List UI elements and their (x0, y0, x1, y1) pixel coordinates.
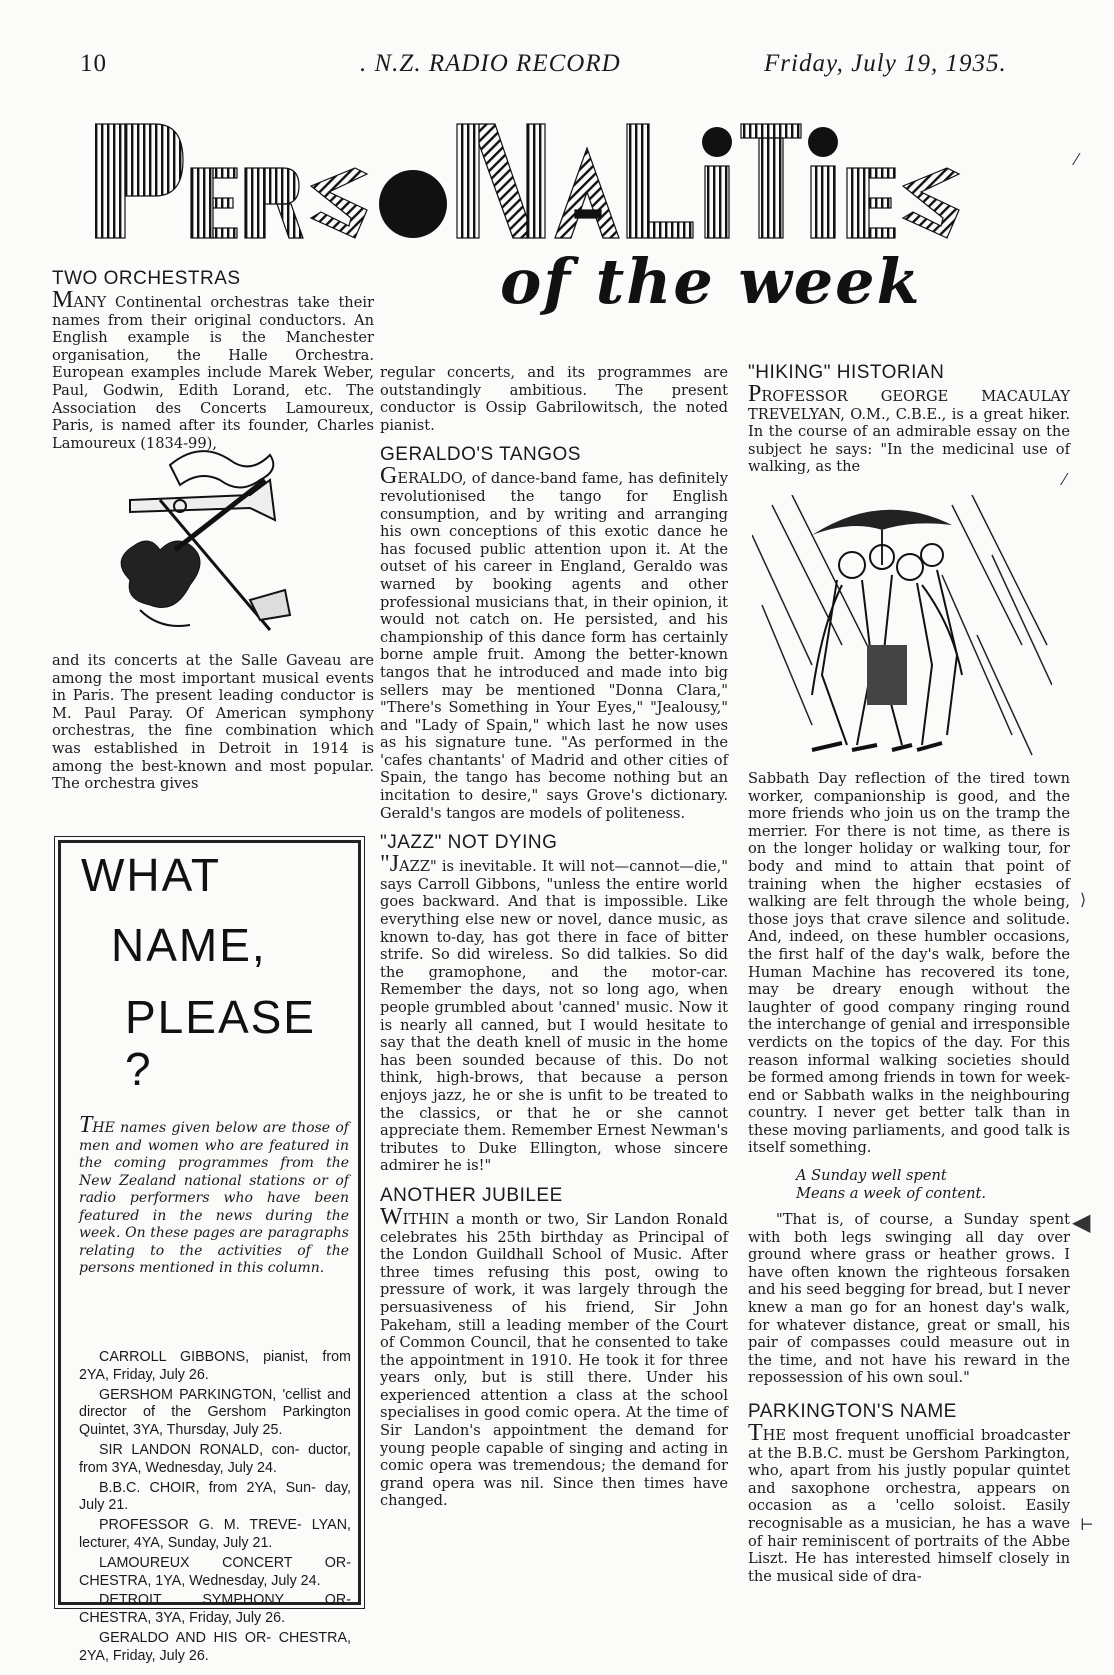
letter-s (311, 168, 367, 238)
issue-date: Friday, July 19, 1935. (764, 50, 1007, 77)
article-parkington: THE most frequent unofficial broadcaster at the B.B.C. must be Gershom Parkington, who, apart from his justly popular quintet and saxophone orchestra, appears on occasion as a 'cello soloist. Easily recognisable as a musician, he has a wave of hair reminiscent of portraits of the Abbe Liszt. He has interested himself closely in the musical side of dra- (748, 1420, 1070, 1585)
letter-e (191, 168, 237, 238)
margin-mark: ◀ (1072, 1208, 1091, 1236)
dropcap: M (52, 287, 74, 313)
heading-parkingtons-name: PARKINGTON'S NAME (748, 1401, 957, 1422)
letter-t (741, 124, 801, 238)
box-intro: THE names given below are those of men and women who are featured in the coming programmes from the New Zealand national stations or of radio performers who have been featured in the news during the week. On these pages are paragraphs relating to the activities of the persons mentioned in this column. (79, 1112, 349, 1276)
box-title-line3: PLEASE ? (125, 991, 316, 1095)
letter-e-2 (847, 168, 895, 238)
heading-two-orchestras: TWO ORCHESTRAS (52, 268, 241, 289)
publication-name: . N.Z. RADIO RECORD (360, 50, 621, 77)
article-hiking-cont: Sabbath Day reflection of the tired town worker, companionship is good, and the more friends who join us on the tramp the merrier. For there is not time, as there is on the longer holiday or walking tour, for body and mind to attain that point of training when the higher ecstasies of walking are felt through the whole being, those joys that crave silence and solitude. And, indeed, on these humbler occasions, the first half of the day's walk, before the Human Machine has recovered its tone, may be dreary enough without the laughter of good company ringing round the interchange of genial and irresponsible verdicts on the topics of the day. For this reason informal walking societies should be formed among friends in town for week-end or Sabbath walks in the neighbouring country. I never get better talk than in these moving parliaments, and good talk is itself something. A Sunday well spent Means a week of content. "That is, of course, a Sunday spent with both legs swinging all day over ground where grass or heather grows. I have often known the righteous forsaken and his seed begging for bread, but I never knew a man go for an honest day's walk, for whatever distance, great or small, his pair of compasses could measure out in the time, and not have his reward in the repossession of his own soul." PARKINGTON'S NAME THE most frequent unofficial broadcaster at the B.B.C. must be Gershom Parkington, who, apart from his justly popular quintet and saxophone orchestra, appears on occasion as a 'cello soloist. Easily recognisable as a musician, he has a wave of hair reminiscent of portraits of the Abbe Liszt. He has interested himself closely in the musical side of dra- (748, 770, 1070, 1585)
list-item: SIR LANDON RONALD, con- ductor, from 3YA, Wednesday, July 24. (79, 1441, 351, 1476)
margin-mark: ⁄ (1075, 150, 1078, 169)
heading-jazz-not-dying: "JAZZ" NOT DYING (380, 832, 558, 854)
poem-quote: A Sunday well spent Means a week of content. (796, 1167, 986, 1203)
letter-i-dot-1 (702, 127, 732, 157)
list-item: LAMOUREUX CONCERT OR- CHESTRA, 1YA, Wednesday, July 24. (79, 1554, 351, 1589)
article-jazz: "JAZZ" is inevitable. It will not—cannot—die," says Carroll Gibbons, "unless the entire world goes backward. And that is impossible. Like everything else new or novel, dance music, as known to-day, has got there in face of bitter strife. So did wireless. So did talkies. So did the gramophone, and the motor-car. Remember the days, not so long ago, when people grumbled about 'canned' music. Now it is nearly all canned, but I would hesitate to say that the death knell of music in the home has been sounded because of this. Do not think, high-brows, that because a person enjoys jazz, he or she is unfit to be treated to the classics, or that he or she cannot appreciate them. Remember Ernest Newman's tributes to Duke Ellington, whose sincere admirer he is!" (380, 851, 728, 1175)
letter-s-2 (903, 168, 959, 238)
heading-geraldos-tangos: GERALDO'S TANGOS (380, 444, 581, 466)
masthead-subtitle: of the week (500, 245, 922, 318)
article-hiking-historian: "HIKING" HISTORIAN PROFESSOR GEORGE MACAULAY TREVELYAN, O.M., C.B.E., is a great hiker. In the course of an admirable essay on the subject he says: "In the medicinal use of walking, as the (748, 362, 1070, 476)
list-item: GERSHOM PARKINGTON, 'cellist and director of the Gershom Parkington Quintet, 3YA, Thursday, July 25. (79, 1386, 351, 1439)
heading-hiking-historian: "HIKING" HISTORIAN (748, 362, 945, 383)
continued-text: regular concerts, and its programmes are outstandingly ambitious. The present conductor is Ossip Gabrilowitsch, the noted pianist. (380, 364, 728, 434)
body-text: ANY Continental orchestras take their names from their original conductors. An English example is the Manchester organisation, the Halle Orchestra. European examples include Marek Weber, Paul, Godwin, Edith Lorand, etc. The Association des Concerts Lamoureux, Paris, is named after its founder, Charles Lamoureux (1834-99), (52, 294, 374, 452)
body-text: and its concerts at the Salle Gaveau are among the most important musical events in Paris. The present leading conductor is M. Paul Paray. Of American symphony orchestras, the fine combination which was established in Detroit in 1914 is among the best-known and most popular. The orchestra gives (52, 652, 374, 793)
margin-mark: ⊢ (1080, 1515, 1094, 1534)
hikers-illustration (752, 495, 1052, 760)
margin-mark: ⟩ (1080, 890, 1087, 909)
letter-l (627, 124, 693, 238)
list-item: CARROLL GIBBONS, pianist, from 2YA, Friday, July 26. (79, 1349, 351, 1383)
masthead-title-art (95, 118, 1015, 248)
what-name-please-box (58, 840, 361, 1664)
list-item: DETROIT SYMPHONY OR- CHESTRA, 3YA, Friday, July 26. (79, 1592, 351, 1627)
letter-o (379, 170, 447, 238)
article-two-orchestras (52, 268, 374, 452)
heading-another-jubilee: ANOTHER JUBILEE (380, 1184, 563, 1206)
box-title-line2: NAME, (111, 919, 267, 971)
column-2 (380, 364, 728, 1510)
letter-r (245, 168, 303, 238)
page-number: 10 (80, 50, 107, 77)
box-title-line1: WHAT (81, 849, 222, 901)
letter-i-dot-2 (808, 127, 838, 157)
dropcap: T (79, 1112, 93, 1138)
margin-mark: ⁄ (1063, 470, 1066, 489)
letter-i-2 (811, 166, 835, 238)
letter-p (95, 124, 183, 238)
article-two-orchestras-cont (52, 652, 374, 793)
list-item: PROFESSOR G. M. TREVE- LYAN, lecturer, 4YA, Sunday, July 21. (79, 1517, 351, 1551)
letter-n (457, 124, 545, 238)
list-item: GERALDO AND HIS OR- CHESTRA, 2YA, Friday, July 26. (79, 1629, 351, 1664)
article-jubilee: WITHIN a month or two, Sir Landon Ronald celebrates his 25th birthday as Principal of the London Guildhall School of Music. After three times refusing this post, owing to pressure of work, it was largely through the persuasiveness of his friend, Sir John Pakeham, still a leading member of the Court of Common Council, that he consented to take the appointment in 1910. He took it for three years only, but is still there. Under his experienced attention a class at the school specialises in good comic opera. At the time of Sir Landon's appointment the demand for young people capable of singing and acting in comic opera was tremendous; the demand for grand opera was nil. Since then times have changed. (380, 1203, 728, 1510)
article-geraldo: GERALDO, of dance-band fame, has definitely revolutionised the tango for English consumption, and by writing and arranging his own conceptions of this exotic dance he has focused public attention upon it. At the outset of his career in England, Geraldo was warned by booking agents and other professional musicians that, in their opinion, it would not catch on. He persisted, and his championship of this dance form has certainly borne ample fruit. Among the better-known tangos that he introduced and made into big sellers may be mentioned "Donna Clara," "There's Something in Your Eyes," "Jealousy," and "Lady of Spain," which last he now uses as his signature tune. "As performed in the 'cafes chantants' of Madrid and other cities of Spain, the tango has become nothing but an incitation to desire," says Grove's dictionary. Gerald's tangos are models of politeness. (380, 463, 728, 822)
letter-i-1 (705, 166, 729, 238)
letter-a (555, 148, 619, 238)
instruments-illustration (100, 440, 310, 640)
names-list (79, 1349, 351, 1668)
list-item: B.B.C. CHOIR, from 2YA, Sun- day, July 21. (79, 1479, 352, 1514)
